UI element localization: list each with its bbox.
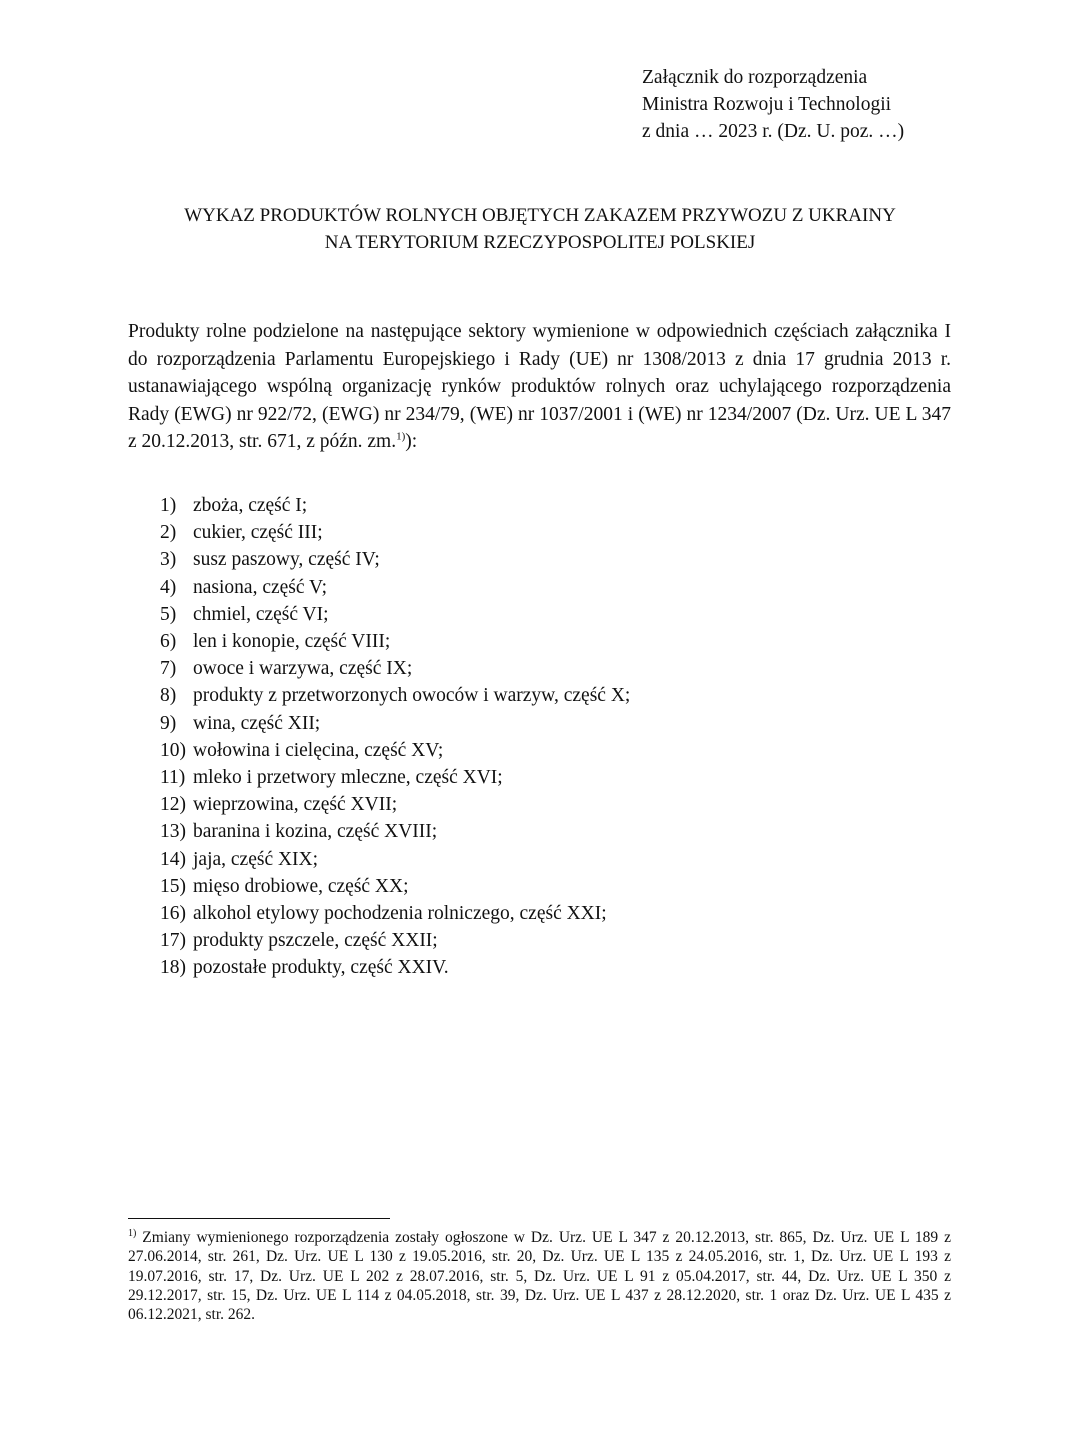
- list-item-text: wieprzowina, część XVII;: [193, 794, 398, 816]
- list-item-number: 8): [160, 685, 177, 707]
- list-item-number: 3): [160, 549, 177, 571]
- list-item-text: wina, część XII;: [193, 712, 321, 734]
- list-item: [160, 655, 630, 682]
- annex-header-line-3: z dnia … 2023 r. (Dz. U. poz. …): [642, 121, 905, 142]
- list-item-number: 15): [160, 875, 186, 897]
- list-item: [160, 546, 630, 573]
- list-item-text: produkty pszczele, część XXII;: [193, 930, 438, 952]
- footnote-text: Zmiany wymienionego rozporządzenia zostały ogłoszone w Dz. Urz. UE L 347 z 20.12.2013, str. 865, Dz. Urz. UE L 189 z 27.06.2014, str. 261, Dz. Urz. UE L 130 z 19.05.2016, str. 20, Dz. Urz. UE L 135 z 24.05.2016, str. 1, Dz. Urz. UE L 193 z 19.07.2016, str. 17, Dz. Urz. UE L 202 z 28.07.2016, str. 5, Dz. Urz. UE L 91 z 05.04.2017, str. 44, Dz. Urz. UE L 350 z 29.12.2017, str. 15, Dz. Urz. UE L 114 z 04.05.2018, str. 39, Dz. Urz. UE L 437 z 28.12.2020, str. 1 oraz Dz. Urz. UE L 435 z 06.12.2021, str. 262.: [128, 1229, 951, 1324]
- document-title: [100, 202, 980, 256]
- list-item-text: jaja, część XIX;: [193, 848, 319, 870]
- list-item-text: cukier, część III;: [193, 522, 323, 544]
- list-item: [160, 846, 630, 873]
- footnote-marker: 1): [128, 1227, 137, 1239]
- list-item: [160, 900, 630, 927]
- annex-header-line-2: Ministra Rozwoju i Technologii: [642, 94, 892, 115]
- list-item-number: 5): [160, 603, 177, 625]
- document-title-line-1: WYKAZ PRODUKTÓW ROLNYCH OBJĘTYCH ZAKAZEM PRZYWOZU Z UKRAINY: [184, 205, 896, 226]
- list-item-number: 11): [160, 767, 186, 789]
- list-item-number: 14): [160, 848, 186, 870]
- list-item: [160, 710, 630, 737]
- list-item: [160, 954, 630, 981]
- footnote: [128, 1228, 951, 1324]
- list-item-number: 6): [160, 631, 177, 653]
- list-item-number: 10): [160, 739, 186, 761]
- list-item-text: len i konopie, część VIII;: [193, 631, 391, 653]
- document-title-line-2: NA TERYTORIUM RZECZYPOSPOLITEJ POLSKIEJ: [324, 232, 756, 253]
- list-item-text: alkohol etylowy pochodzenia rolniczego, część XXI;: [193, 903, 607, 925]
- list-item-text: pozostałe produkty, część XXIV.: [193, 957, 449, 979]
- list-item-text: owoce i warzywa, część IX;: [193, 658, 413, 680]
- list-item: [160, 791, 630, 818]
- list-item: [160, 764, 630, 791]
- footnote-reference[interactable]: 1): [396, 430, 406, 443]
- list-item-number: 13): [160, 821, 186, 843]
- list-item: [160, 628, 630, 655]
- list-item: [160, 873, 630, 900]
- list-item-text: susz paszowy, część IV;: [193, 549, 380, 571]
- sector-list: [160, 492, 630, 982]
- list-item-text: zboża, część I;: [193, 495, 308, 516]
- list-item-number: 1): [160, 495, 177, 516]
- list-item-number: 2): [160, 522, 177, 544]
- list-item: [160, 927, 630, 954]
- list-item: [160, 737, 630, 764]
- list-item: [160, 601, 630, 628]
- list-item: [160, 574, 630, 601]
- list-item-number: 7): [160, 658, 177, 680]
- list-item-number: 9): [160, 712, 177, 734]
- list-item: [160, 519, 630, 546]
- list-item: [160, 818, 630, 845]
- list-item-text: mięso drobiowe, część XX;: [193, 875, 409, 897]
- list-item-number: 16): [160, 903, 186, 925]
- annex-header-line-1: Załącznik do rozporządzenia: [642, 67, 868, 88]
- intro-text-end: ):: [405, 431, 418, 452]
- list-item-number: 4): [160, 576, 177, 598]
- list-item-text: produkty z przetworzonych owoców i warzyw, część X;: [193, 685, 631, 707]
- annex-header: [642, 64, 904, 145]
- list-item-text: chmiel, część VI;: [193, 603, 329, 625]
- list-item-number: 17): [160, 930, 186, 952]
- list-item-number: 12): [160, 794, 186, 816]
- list-item: [160, 682, 630, 709]
- list-item-text: wołowina i cielęcina, część XV;: [193, 739, 444, 761]
- footnote-divider: [128, 1218, 390, 1219]
- list-item-number: 18): [160, 957, 186, 979]
- intro-text: Produkty rolne podzielone na następujące sektory wymienione w odpowiednich częściach załącznika I do rozporządzenia Parlamentu Europejskiego i Rady (UE) nr 1308/2013 z dnia 17 grudnia 2013 r. ustanawiającego wspólną organizację rynków produktów rolnych oraz uchylającego rozporządzenia Rady (EWG) nr 922/72, (EWG) nr 234/79, (WE) nr 1037/2001 i (WE) nr 1234/2007 (Dz. Urz. UE L 347 z 20.12.2013, str. 671, z późn. zm.: [128, 321, 951, 452]
- list-item: [160, 492, 630, 519]
- list-item-text: nasiona, część V;: [193, 576, 328, 598]
- intro-paragraph: [128, 318, 951, 456]
- list-item-text: baranina i kozina, część XVIII;: [193, 821, 438, 843]
- list-item-text: mleko i przetwory mleczne, część XVI;: [193, 767, 503, 789]
